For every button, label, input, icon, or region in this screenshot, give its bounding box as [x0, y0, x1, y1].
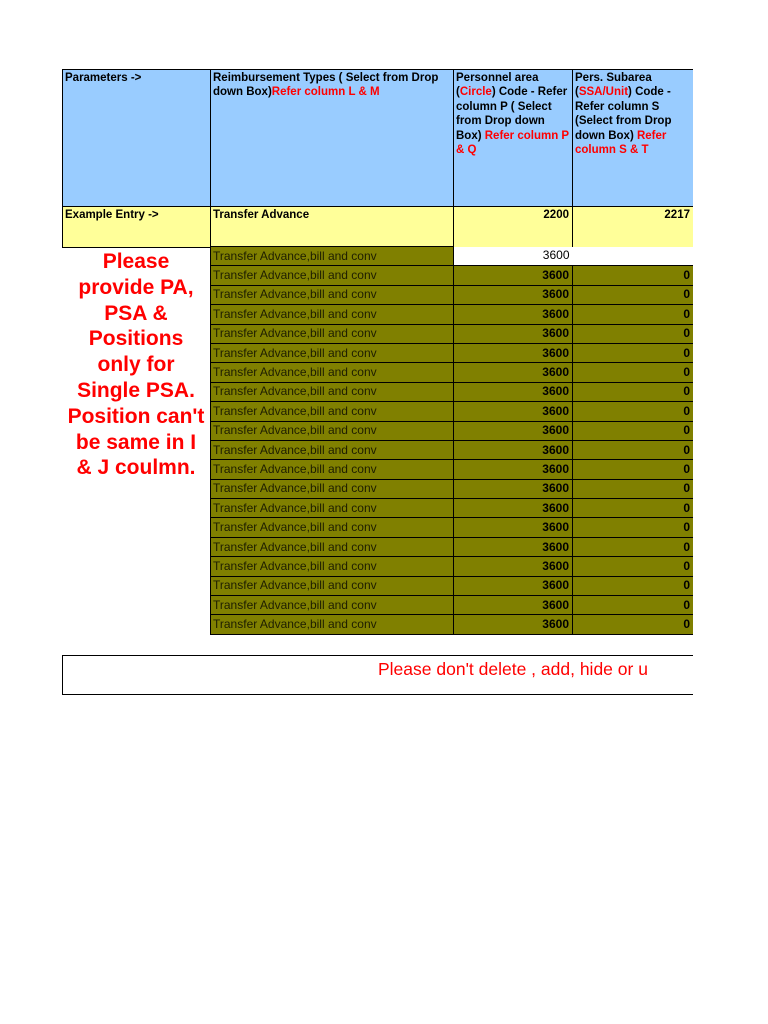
pers-subarea-cell: 0: [573, 499, 694, 518]
pers-subarea-label-rest: ) Code - Refer column S (Select from Drop down Box): [575, 86, 672, 142]
warning-text: Please don't delete , add, hide or u: [378, 659, 648, 679]
instruction-note-line: Single PSA.: [77, 378, 195, 402]
reimbursement-type-cell: Transfer Advance,bill and conv: [211, 440, 454, 459]
pers-subarea-cell: 0: [573, 324, 694, 343]
personnel-area-cell: 3600: [454, 615, 573, 634]
reimbursement-type-cell: Transfer Advance,bill and conv: [211, 499, 454, 518]
reimbursement-type-cell: Transfer Advance,bill and conv: [211, 305, 454, 324]
reimbursement-type-cell: Transfer Advance,bill and conv: [211, 615, 454, 634]
personnel-area-cell: 3600: [454, 557, 573, 576]
table-row: [211, 402, 694, 421]
parameters-header: [63, 70, 211, 207]
table-row: [211, 518, 694, 537]
pers-subarea-cell: 0: [573, 382, 694, 401]
example-row: [63, 207, 694, 248]
reimbursement-type-cell: Transfer Advance,bill and conv: [211, 285, 454, 304]
personnel-area-cell: 3600: [454, 499, 573, 518]
reimbursement-type-note: Refer column L & M: [271, 86, 380, 99]
parameters-table: [62, 69, 693, 248]
table-row: [211, 440, 694, 459]
table-row: [211, 479, 694, 498]
reimbursement-type-label: Reimbursement Types ( Select from Drop down Box): [213, 72, 439, 99]
table-row: [211, 247, 694, 266]
pers-subarea-cell: 0: [573, 479, 694, 498]
personnel-area-cell: 3600: [454, 596, 573, 615]
pers-subarea-cell: 0: [573, 596, 694, 615]
personnel-area-cell: 3600: [454, 479, 573, 498]
table-row: [211, 537, 694, 556]
table-row: [211, 324, 694, 343]
pers-subarea-cell: [573, 247, 694, 266]
personnel-area-cell: 3600: [454, 402, 573, 421]
reimbursement-type-cell: Transfer Advance,bill and conv: [211, 247, 454, 266]
reimbursement-type-cell: Transfer Advance,bill and conv: [211, 266, 454, 285]
personnel-area-label: Personnel area (: [456, 72, 539, 99]
instruction-note: [62, 249, 210, 481]
reimbursement-type-cell: Transfer Advance,bill and conv: [211, 596, 454, 615]
instruction-note-line: only for: [97, 353, 175, 377]
header-row: [63, 70, 694, 207]
reimbursement-type-cell: Transfer Advance,bill and conv: [211, 343, 454, 362]
reimbursement-type-cell: Transfer Advance,bill and conv: [211, 402, 454, 421]
table-row: [211, 305, 694, 324]
reimbursement-type-header: [211, 70, 454, 207]
pers-subarea-cell: 0: [573, 440, 694, 459]
example-reimbursement-type: Transfer Advance: [211, 207, 454, 248]
table-row: [211, 557, 694, 576]
instruction-note-line: be same in I: [75, 430, 197, 454]
pers-subarea-cell: 0: [573, 576, 694, 595]
pers-subarea-cell: 0: [573, 363, 694, 382]
reimbursement-type-cell: Transfer Advance,bill and conv: [211, 557, 454, 576]
instruction-note-line: Positions: [88, 327, 184, 351]
pers-subarea-label: Pers. Subarea (: [575, 72, 652, 99]
instruction-note-line: provide PA,: [78, 275, 194, 299]
personnel-area-header: [454, 70, 573, 207]
pers-subarea-cell: 0: [573, 343, 694, 362]
pers-subarea-cell: 0: [573, 557, 694, 576]
table-row: [211, 343, 694, 362]
personnel-area-cell: 3600: [454, 382, 573, 401]
pers-subarea-cell: 0: [573, 402, 694, 421]
personnel-area-note: Refer column P & Q: [456, 129, 569, 157]
table-row: [211, 421, 694, 440]
pers-subarea-cell: 0: [573, 266, 694, 285]
personnel-area-cell: 3600: [454, 576, 573, 595]
instruction-note-line: & J coulmn.: [76, 456, 196, 480]
table-row: [211, 266, 694, 285]
pers-subarea-note: Refer column S & T: [575, 129, 667, 157]
personnel-area-highlight: Circle: [459, 86, 492, 99]
table-row: [211, 596, 694, 615]
personnel-area-cell: 3600: [454, 460, 573, 479]
personnel-area-cell: 3600: [454, 363, 573, 382]
table-row: [211, 499, 694, 518]
personnel-area-cell: 3600: [454, 266, 573, 285]
parameters-label: Parameters ->: [65, 72, 142, 84]
personnel-area-cell: 3600: [454, 518, 573, 537]
reimbursement-type-cell: Transfer Advance,bill and conv: [211, 382, 454, 401]
personnel-area-cell: 3600: [454, 285, 573, 304]
personnel-area-cell: 3600: [454, 343, 573, 362]
pers-subarea-cell: 0: [573, 518, 694, 537]
personnel-area-cell: 3600: [454, 537, 573, 556]
instruction-note-line: Please: [102, 250, 170, 273]
personnel-area-cell: 3600: [454, 324, 573, 343]
personnel-area-cell: 3600: [454, 440, 573, 459]
reimbursement-type-cell: Transfer Advance,bill and conv: [211, 421, 454, 440]
example-label: Example Entry ->: [63, 207, 211, 248]
table-row: [211, 363, 694, 382]
table-row: [211, 615, 694, 634]
personnel-area-label-rest: ) Code - Refer column P ( Select from Drop down Box): [456, 86, 568, 142]
reimbursement-type-cell: Transfer Advance,bill and conv: [211, 363, 454, 382]
reimbursement-type-cell: Transfer Advance,bill and conv: [211, 460, 454, 479]
personnel-area-cell: 3600: [454, 247, 573, 266]
reimbursement-type-cell: Transfer Advance,bill and conv: [211, 324, 454, 343]
entry-rows: [211, 247, 694, 635]
table-row: [211, 285, 694, 304]
pers-subarea-cell: 0: [573, 615, 694, 634]
table-row: [211, 460, 694, 479]
pers-subarea-cell: 0: [573, 421, 694, 440]
instruction-note-line: Position can't: [67, 404, 205, 428]
table-row: [211, 382, 694, 401]
warning-box: [62, 655, 693, 695]
pers-subarea-cell: 0: [573, 537, 694, 556]
personnel-area-cell: 3600: [454, 305, 573, 324]
pers-subarea-cell: 0: [573, 285, 694, 304]
reimbursement-type-cell: Transfer Advance,bill and conv: [211, 518, 454, 537]
pers-subarea-header: [573, 70, 694, 207]
pers-subarea-highlight: SSA/Unit: [578, 86, 629, 99]
reimbursement-type-cell: Transfer Advance,bill and conv: [211, 576, 454, 595]
pers-subarea-cell: 0: [573, 460, 694, 479]
table-row: [211, 576, 694, 595]
example-personnel-area: 2200: [454, 207, 573, 248]
pers-subarea-cell: 0: [573, 305, 694, 324]
example-pers-subarea: 2217: [573, 207, 694, 248]
reimbursement-type-cell: Transfer Advance,bill and conv: [211, 537, 454, 556]
personnel-area-cell: 3600: [454, 421, 573, 440]
reimbursement-type-cell: Transfer Advance,bill and conv: [211, 479, 454, 498]
instruction-note-line: PSA &: [104, 301, 168, 325]
entry-table: [210, 246, 693, 635]
